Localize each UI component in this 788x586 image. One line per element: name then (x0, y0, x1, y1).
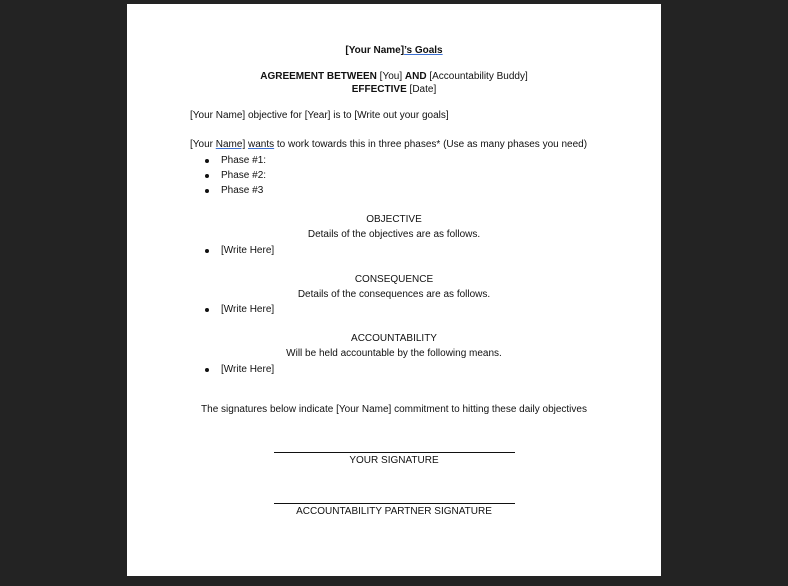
accountability-placeholder: [Write Here] (221, 364, 275, 375)
agreement-party-2: [Accountability Buddy] (426, 71, 528, 82)
list-item (205, 185, 266, 200)
phases-intro-name: Name] (215, 139, 246, 150)
signature-statement: The signatures below indicate [Your Name] commitment to hitting these daily objectives (201, 404, 587, 415)
bullet-icon (205, 189, 209, 193)
document-title (127, 45, 661, 57)
list-item (205, 245, 274, 260)
bullet-icon (205, 174, 209, 178)
effective-label: EFFECTIVE (351, 84, 407, 95)
list-item (205, 364, 274, 379)
agreement-line (127, 71, 661, 83)
list-item (205, 155, 266, 170)
signature-line-2[interactable] (274, 503, 515, 504)
consequence-list (205, 304, 274, 319)
phase-label: Phase #3 (221, 185, 264, 196)
title-suffix: ’s Goals (404, 45, 443, 56)
objective-statement: [Your Name] objective for [Year] is to [Write out your goals] (190, 110, 449, 121)
accountability-list (205, 364, 274, 379)
accountability-description: Will be held accountable by the following means. (286, 348, 502, 359)
objective-description: Details of the objectives are as follows. (307, 229, 481, 240)
consequence-placeholder: [Write Here] (221, 304, 275, 315)
objective-placeholder: [Write Here] (221, 245, 275, 256)
signature-line-1[interactable] (274, 452, 515, 453)
agreement-label: AGREEMENT BETWEEN (260, 71, 377, 82)
objective-heading: OBJECTIVE (366, 214, 422, 225)
accountability-heading: ACCOUNTABILITY (351, 333, 437, 344)
bullet-icon (205, 249, 209, 253)
effective-date: [Date] (406, 84, 437, 95)
document-page (127, 4, 661, 576)
your-signature-label: YOUR SIGNATURE (349, 455, 439, 466)
consequence-description: Details of the consequences are as follows. (297, 289, 491, 300)
phases-intro-wants: wants (248, 139, 275, 150)
agreement-party-1: [You] (376, 71, 405, 82)
phases-intro (190, 139, 587, 151)
objective-list (205, 245, 274, 260)
partner-signature-label: ACCOUNTABILITY PARTNER SIGNATURE (296, 506, 492, 517)
effective-line (127, 84, 661, 96)
list-item (205, 304, 274, 319)
title-name: [Your Name] (345, 45, 405, 56)
bullet-icon (205, 308, 209, 312)
bullet-icon (205, 159, 209, 163)
bullet-icon (205, 368, 209, 372)
consequence-heading: CONSEQUENCE (354, 274, 434, 285)
phase-label: Phase #2: (221, 170, 267, 181)
agreement-and: AND (404, 71, 427, 82)
list-item (205, 170, 266, 185)
phases-intro-rest: to work towards this in three phases* (Use as many phases you need) (274, 139, 588, 150)
phases-list (205, 155, 266, 200)
phases-intro-start: [Your (190, 139, 216, 150)
phase-label: Phase #1: (221, 155, 267, 166)
